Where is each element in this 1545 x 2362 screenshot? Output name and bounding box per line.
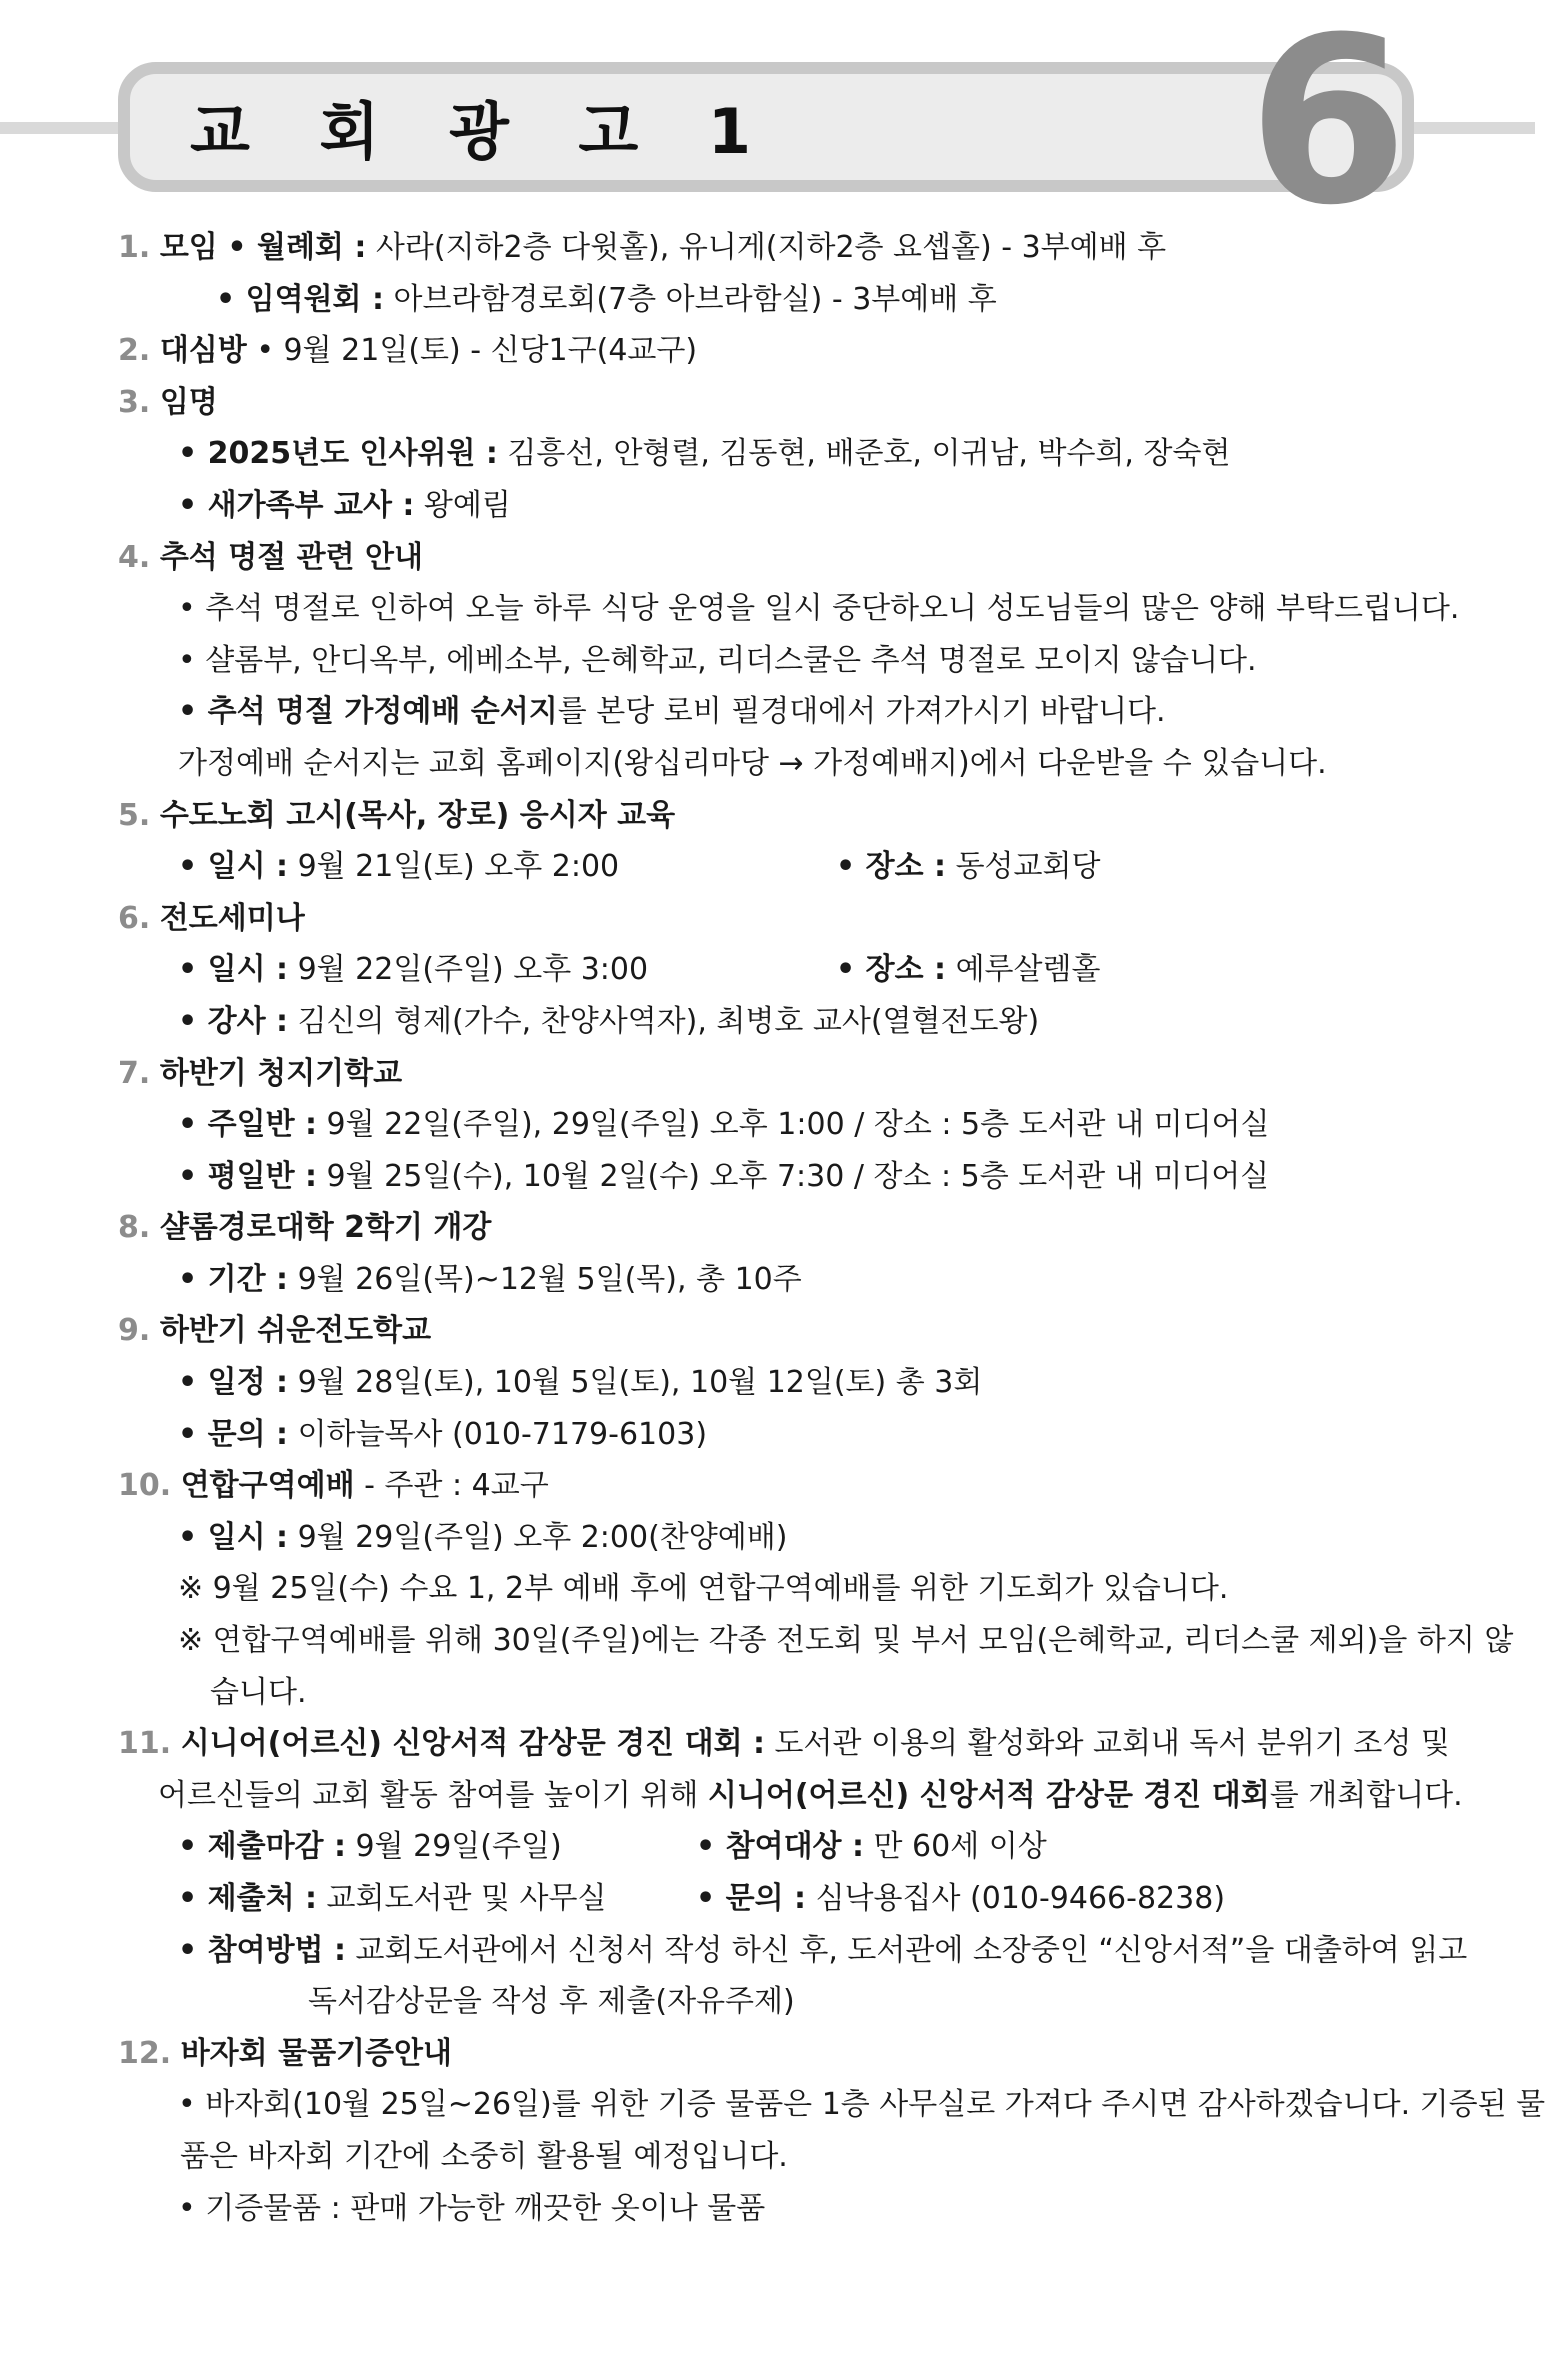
bullet-label: • 일시 : [178, 1519, 289, 1555]
list-item [118, 996, 1428, 1048]
bullet-text: 김신의 형제(가수, 찬양사역자), 최병호 교사(열혈전도왕) [288, 1003, 1040, 1039]
section-7-heading [118, 1048, 1428, 1100]
section-10-heading [118, 1460, 1428, 1512]
bullet-text: 9월 29일(주일) 오후 2:00(찬양예배) [288, 1519, 788, 1555]
contact-column [696, 1873, 1225, 1925]
section-4-heading [118, 532, 1428, 584]
list-item [118, 841, 1428, 893]
note-item-continuation: 습니다. [210, 1674, 307, 1710]
bullet-label: • 새가족부 교사 : [178, 487, 415, 523]
section-intro-continuation [118, 1770, 1463, 1822]
list-item [118, 480, 1428, 532]
section-number: 1. [118, 230, 151, 265]
bullet-label: • 기간 : [178, 1261, 289, 1297]
list-item [118, 686, 1428, 738]
bullet-text: 왕예림 [414, 487, 511, 523]
bullet-label: • 일시 : [178, 952, 289, 988]
bullet-text: 만 60세 이상 [863, 1829, 1047, 1865]
list-item: • 바자회(10월 25일~26일)를 위한 기증 물품은 1층 사무실로 가져다 주시면 감사하겠습니다. 기증된 물 [178, 2087, 1545, 2123]
list-item [118, 1873, 1428, 1925]
bullet-text: 를 본당 로비 필경대에서 가져가시기 바랍니다. [557, 694, 1166, 730]
section-title: 바자회 물품기증안내 [180, 2035, 452, 2071]
section-title: 하반기 쉬운전도학교 [159, 1313, 432, 1349]
bullet-text: 9월 29일(주일) [345, 1829, 562, 1865]
list-item-continuation: 품은 바자회 기간에 소중히 활용될 예정입니다. [180, 2138, 788, 2174]
list-item-continuation: 독서감상문을 작성 후 제출(자유주제) [308, 1984, 795, 2020]
section-3-heading [118, 377, 1428, 429]
bullet-text: 김흥선, 안형렬, 김동현, 배준호, 이귀남, 박수희, 장숙현 [497, 436, 1231, 472]
bullet-label: • 일정 : [178, 1365, 289, 1401]
section-number: 8. [118, 1210, 151, 1246]
section-title: 연합구역예배 [180, 1468, 355, 1504]
bullet-text: • 9월 21일(토) - 신당1구(4교구) [256, 333, 698, 369]
announcement-list [118, 222, 1545, 2234]
bullet-label: • 주일반 : [178, 1107, 318, 1143]
bullet-text: 이하늘목사 (010-7179-6103) [288, 1416, 708, 1452]
list-item: • 추석 명절로 인하여 오늘 하루 식당 운영을 일시 중단하오니 성도님들의 많은 양해 부탁드립니다. [178, 591, 1460, 627]
section-title: 하반기 청지기학교 [159, 1055, 403, 1091]
bullet-label: • 제출처 : [178, 1881, 318, 1916]
list-item [118, 1409, 1428, 1461]
list-item-continuation: 가정예배 순서지는 교회 홈페이지(왕십리마당 → 가정예배지)에서 다운받을 수 있습니다. [178, 745, 1327, 781]
header-stripe-left [0, 122, 130, 134]
list-item [118, 1099, 1428, 1151]
list-item [118, 1512, 1428, 1564]
section-number: 12. [118, 2035, 172, 2071]
bullet-text: 예루살렘홀 [946, 952, 1101, 988]
section-number: 3. [118, 384, 151, 420]
bullet-label: • 장소 : [836, 952, 947, 988]
bullet-label: • 평일반 : [178, 1158, 318, 1194]
intro-bold: 시니어(어르신) 신앙서적 감상문 경진 대회 [707, 1777, 1270, 1813]
bullet-label: • 임역원회 : [216, 281, 384, 317]
bullet-label: • 참여대상 : [696, 1829, 864, 1865]
note-item: ※ 9월 25일(수) 수요 1, 2부 예배 후에 연합구역예배를 위한 기도회가 있습니다. [178, 1571, 1229, 1607]
bullet-label: • 제출마감 : [178, 1829, 346, 1865]
list-item [118, 1254, 1428, 1306]
section-8-heading [118, 1202, 1428, 1254]
list-item: • 샬롬부, 안디옥부, 에베소부, 은혜학교, 리더스쿨은 추석 명절로 모이지 않습니다. [178, 642, 1257, 678]
bullet-label: • 문의 : [178, 1416, 289, 1452]
section-5-heading [118, 790, 1428, 842]
bullet-text: 9월 21일(토) 오후 2:00 [288, 849, 620, 885]
section-subtitle: - 주관 : 4교구 [354, 1468, 549, 1504]
list-item [118, 1821, 1428, 1873]
section-title: 추석 명절 관련 안내 [159, 539, 424, 575]
bullet-text: 동성교회당 [946, 849, 1101, 885]
header-stripe-right [1400, 122, 1535, 134]
section-number: 9. [118, 1313, 151, 1349]
section-title: 임명 [159, 384, 218, 420]
bullet-text: 사라(지하2층 다윗홀), 유니게(지하2층 요셉홀) - 3부예배 후 [366, 230, 1167, 265]
bullet-text: 심낙용집사 (010-9466-8238) [806, 1881, 1226, 1916]
section-number: 10. [118, 1468, 172, 1504]
section-title: 모임 [159, 230, 218, 265]
bullet-text: 9월 22일(주일) 오후 3:00 [288, 952, 649, 988]
bullet-text: 9월 26일(목)~12월 5일(목), 총 10주 [288, 1261, 802, 1297]
section-number: 5. [118, 797, 151, 833]
bullet-label: • 문의 : [696, 1881, 807, 1916]
list-item [118, 944, 1428, 996]
list-item [118, 1151, 1428, 1203]
bullet-text: 교회도서관 및 사무실 [317, 1881, 607, 1916]
bullet-label: • 추석 명절 가정예배 순서지 [178, 694, 558, 730]
note-item: ※ 연합구역예배를 위해 30일(주일)에는 각종 전도회 및 부서 모임(은혜학교, 리더스쿨 제외)을 하지 않 [178, 1623, 1514, 1659]
section-title: 전도세미나 [159, 900, 305, 936]
bullet-text: 9월 22일(주일), 29일(주일) 오후 1:00 / 장소 : 5층 도서관 내 미디어실 [317, 1107, 1270, 1143]
section-number: 6. [118, 900, 151, 936]
bullet-label: • 강사 : [178, 1003, 289, 1039]
bullet-text: 9월 25일(수), 10월 2일(수) 오후 7:30 / 장소 : 5층 도서관 내 미디어실 [317, 1158, 1270, 1194]
place-column [836, 944, 1100, 996]
intro-text: 어르신들의 교회 활동 참여를 높이기 위해 [158, 1777, 708, 1813]
bullet-text: 교회도서관에서 신청서 작성 하신 후, 도서관에 소장중인 “신앙서적”을 대출하여 읽고 [345, 1932, 1468, 1968]
bullet-text: 아브라함경로회(7층 아브라함실) - 3부예배 후 [383, 281, 997, 317]
section-title: 시니어(어르신) 신앙서적 감상문 경진 대회 : [180, 1726, 766, 1762]
section-12-heading [118, 2028, 1428, 2080]
section-number: 11. [118, 1726, 172, 1762]
section-number: 4. [118, 539, 151, 575]
list-item [118, 1925, 1468, 1977]
page-number: 6 [1248, 0, 1409, 256]
section-number: 2. [118, 333, 151, 369]
bullet-label: • 일시 : [178, 849, 289, 885]
list-item [118, 274, 1428, 326]
bullet-label: • 장소 : [836, 849, 947, 885]
section-2-heading [118, 325, 1428, 377]
section-number: 7. [118, 1055, 151, 1091]
target-column [696, 1821, 1047, 1873]
section-1-heading [118, 222, 1428, 274]
section-6-heading [118, 893, 1428, 945]
bullet-text: 9월 28일(토), 10월 5일(토), 10월 12일(토) 총 3회 [288, 1365, 983, 1401]
list-item [118, 1357, 1428, 1409]
section-11-heading [118, 1718, 1450, 1770]
bullet-label: • 월례회 : [227, 230, 367, 265]
intro-text: 를 개최합니다. [1269, 1777, 1463, 1813]
page-title: 교 회 광 고 1 [190, 95, 776, 168]
section-title: 대심방 [159, 333, 247, 369]
section-title: 수도노회 고시(목사, 장로) 응시자 교육 [159, 797, 676, 833]
bullet-label: • 참여방법 : [178, 1932, 346, 1968]
place-column [836, 841, 1100, 893]
section-title: 샬롬경로대학 2학기 개강 [159, 1210, 492, 1246]
section-9-heading [118, 1305, 1428, 1357]
section-intro: 도서관 이용의 활성화와 교회내 독서 분위기 조성 및 [765, 1726, 1450, 1762]
bullet-label: • 2025년도 인사위원 : [178, 436, 498, 472]
list-item: • 기증물품 : 판매 가능한 깨끗한 옷이나 물품 [178, 2190, 766, 2226]
list-item [118, 428, 1428, 480]
